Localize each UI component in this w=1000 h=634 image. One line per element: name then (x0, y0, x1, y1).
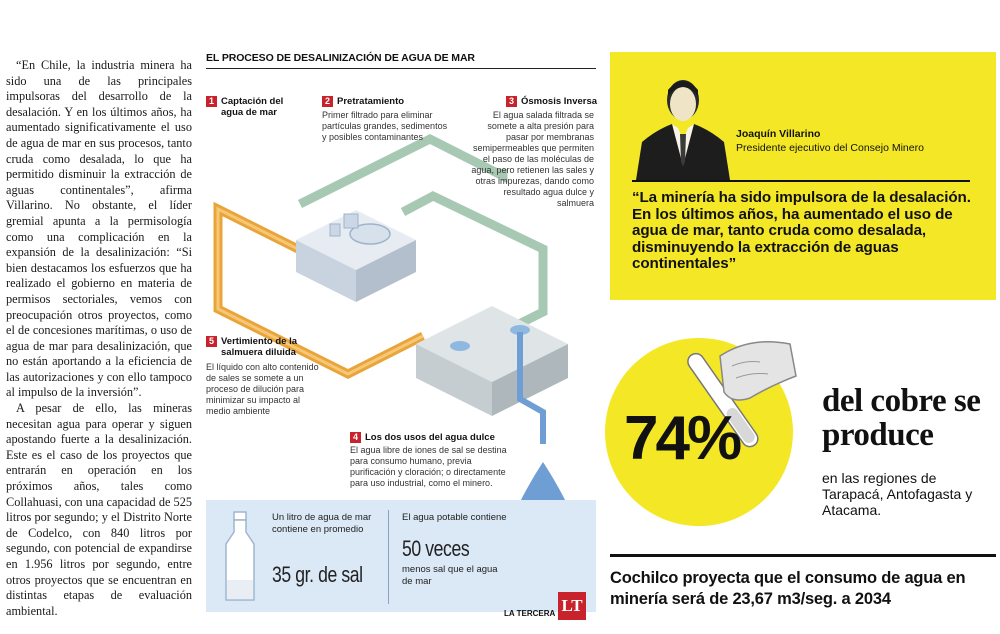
water-drop-icon (510, 462, 576, 500)
stat-detail: en las regiones de Tarapacá, Antofagasta y Atacama. (822, 470, 973, 518)
step-2-title: Pretratamiento (337, 96, 405, 107)
step-4-number: 4 (350, 432, 361, 443)
stat-headline: del cobre se produce (822, 383, 981, 453)
salt-facts-box (206, 500, 596, 612)
osmosis-block (416, 306, 568, 416)
potable-text-2: menos sal que el agua de mar (402, 564, 498, 587)
step-4-body: El agua libre de iones de sal se destina para consumo humano, previa purificación y cloración; o directamente para uso industrial, como el minero. (350, 445, 507, 488)
step-1-number: 1 (206, 96, 217, 107)
person-name: Joaquín Villarino (736, 128, 821, 140)
step-3-title: Ósmosis Inversa (521, 96, 598, 107)
step-3-body: El agua salada filtrada se somete a alta presión para pasar por membranas semipermeables que permiten el paso de las moléculas de agua, pero retienen las sales y otras impurezas, dando como resultado agua dulce y salmuera (471, 110, 594, 208)
step-5-title: Vertimiento de la salmuera diluida (221, 336, 298, 358)
potable-value: 50 veces (402, 536, 470, 561)
step-3-number: 3 (506, 96, 517, 107)
article-body (6, 58, 192, 619)
article-paragraph-1: “En Chile, la industria minera ha sido una de las principales impulsoras del desarrollo de la desalación. Y en los últimos años, ha aumentado significativamente el uso de agua de mar en sus procesos, tanto cruda como desalada, lo que ha permitido disminuir la extracción de aguas continentales”, afirma Villarino. No obstante, el líder gremial apunta a la permisología como una complicación en la expansión de la desalinización: “Si bien destacamos los esfuerzos que ha realizado el gobierno en materia de permisos sectoriales, vemos con preocupación otros proyectos, como el de concesiones marítimas, o uso de agua de mar para desalinización, que no están aportando a la eficiencia de las autorizaciones y con ello tampoco al impulso de la inversión”. (6, 58, 192, 400)
la-tercera-logo: LT (558, 592, 586, 620)
step-2-body: Primer filtrado para eliminar partículas grandes, sedimentos y posibles contaminantes (322, 110, 448, 142)
article-paragraph-2: A pesar de ello, las mineras necesitan agua para operar y siguen apostando fuerte a la desalinización. Este es el caso de los proyectos que entrarán en operación en los próximos años, tales como Collahuasi, con una capacidad de 525 litros por segundo; y el Distrito Norte de Codelco, con 840 litros por segundo, con potencial de expandirse en 1.956 litros por segundo, entre otros proyectos que se encuentran en distintas etapas de evaluación ambiental. (6, 401, 192, 618)
liter-salt-value: 35 gr. de sal (272, 562, 363, 587)
stat-percent: 74% (624, 404, 740, 473)
potable-text: El agua potable contiene (402, 512, 507, 523)
quote-panel (610, 52, 996, 300)
infographic-title: EL PROCESO DE DESALINIZACIÓN DE AGUA DE MAR (206, 52, 475, 64)
bottom-rule (610, 554, 996, 557)
pretreatment-block (296, 210, 416, 302)
person-role: Presidente ejecutivo del Consejo Minero (736, 142, 924, 154)
quote-rule (632, 180, 970, 182)
quote-text: “La minería ha sido impulsora de la desalación. En los últimos años, ha aumentado el uso de agua de mar, tanto cruda como desalada, disminuyendo la extracción de aguas continentales” (632, 189, 971, 272)
desalination-infographic (198, 44, 600, 628)
step-5-body: El líquido con alto contenido de sales se somete a un proceso de dilución para minimizar su impacto al medio ambiente (206, 362, 319, 416)
liter-salt-text: Un litro de agua de mar contiene en promedio (272, 512, 372, 535)
step-1-title: Captación del agua de mar (221, 96, 284, 118)
portrait-illustration (628, 66, 738, 180)
projection-text: Cochilco proyecta que el consumo de agua en minería será de 23,67 m3/seg. a 2034 (610, 569, 966, 608)
step-4-title: Los dos usos del agua dulce (365, 432, 495, 443)
bottle-icon (220, 510, 260, 604)
box-divider (388, 510, 389, 604)
publisher-name: LA TERCERA (504, 609, 556, 618)
step-5-number: 5 (206, 336, 217, 347)
step-2-number: 2 (322, 96, 333, 107)
